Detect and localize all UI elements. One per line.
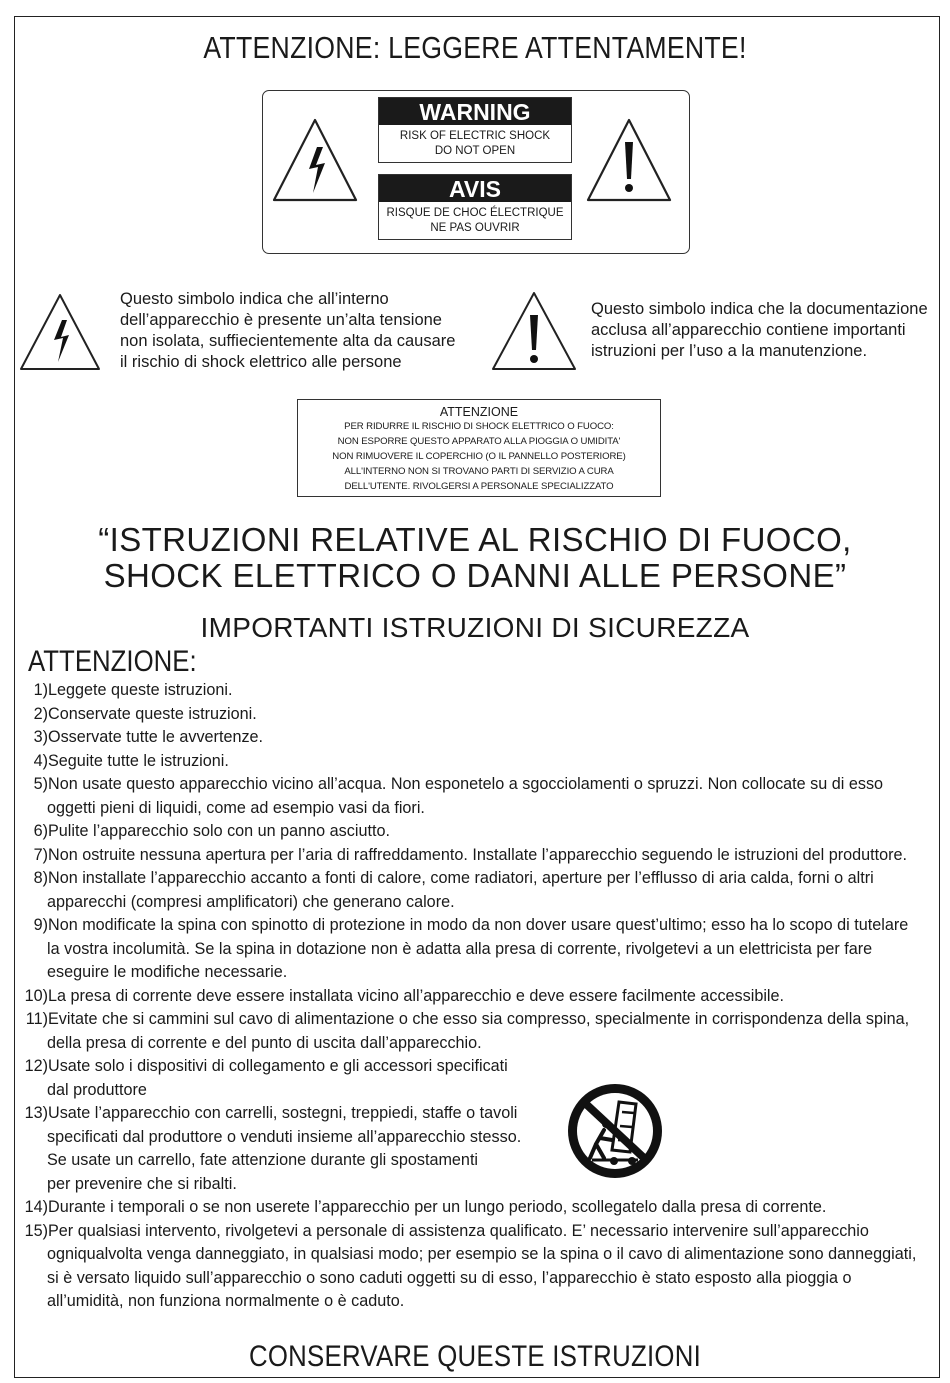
instruction-text-line: Durante i temporali o se non userete l’apparecchio per un lungo periodo, scollegatelo dalla presa di corrente. bbox=[48, 1198, 827, 1216]
fire-risk-heading-line-1: “ISTRUZIONI RELATIVE AL RISCHIO DI FUOCO, bbox=[98, 521, 852, 558]
instruction-number: 5) bbox=[33, 775, 48, 793]
instruction-text-line: Seguite tutte le istruzioni. bbox=[48, 751, 229, 770]
warning-label bbox=[378, 97, 572, 163]
warning-line-2: DO NOT OPEN bbox=[434, 145, 516, 157]
lightning-symbol-description bbox=[120, 289, 455, 373]
exclamation-symbol-description bbox=[591, 299, 928, 362]
instruction-text-line: Se usate un carrello, fate attenzione durante gli spostamenti bbox=[47, 1151, 479, 1169]
instruction-text-line: Usate solo i dispositivi di collegamento e gli accessori specificati bbox=[48, 1057, 508, 1075]
safety-instructions-heading: IMPORTANTI ISTRUZIONI DI SICUREZZA bbox=[200, 612, 750, 643]
instruction-text-line: per prevenire che si ribalti. bbox=[47, 1174, 237, 1193]
instruction-item bbox=[18, 1010, 938, 1052]
instruction-text-line: della presa di corrente e del punto di uscita dall’apparecchio. bbox=[47, 1033, 482, 1052]
attention-heading: ATTENZIONE: bbox=[28, 645, 197, 678]
lightning-desc-line: il rischio di shock elettrico alle persone bbox=[120, 353, 402, 371]
instruction-item bbox=[18, 775, 938, 817]
cart-tip-over-icon bbox=[566, 1082, 664, 1180]
instruction-number: 9) bbox=[33, 916, 48, 934]
attention-notice-line: PER RIDURRE IL RISCHIO DI SHOCK ELETTRICO O FUOCO: bbox=[344, 421, 614, 432]
exclamation-desc-line: acclusa all’apparecchio contiene importanti bbox=[591, 321, 906, 339]
lightning-desc-line: Questo simbolo indica che all’interno bbox=[120, 290, 389, 308]
instruction-item bbox=[18, 681, 938, 700]
instruction-text-line: Per qualsiasi intervento, rivolgetevi a personale di assistenza qualificato. E’ necessario intervenire sull’apparecchio bbox=[48, 1221, 869, 1240]
instruction-item bbox=[18, 916, 938, 981]
keep-instructions-footer: CONSERVARE QUESTE ISTRUZIONI bbox=[248, 1340, 702, 1373]
warning-heading: WARNING bbox=[379, 98, 571, 125]
instruction-text-line: Usate l’apparecchio con carrelli, sostegni, treppiedi, staffe o tavoli bbox=[48, 1104, 518, 1122]
instruction-number: 13) bbox=[24, 1104, 48, 1122]
attention-notice-box bbox=[297, 399, 661, 497]
page-title: ATTENZIONE: LEGGERE ATTENTAMENTE! bbox=[203, 30, 747, 65]
instruction-item bbox=[18, 987, 938, 1006]
avis-line-2: NE PAS OUVRIR bbox=[430, 222, 520, 234]
instruction-text-line: eseguire le modifiche necessarie. bbox=[47, 963, 288, 981]
warning-line-1: RISK OF ELECTRIC SHOCK bbox=[399, 130, 551, 142]
attention-notice-line: ALL'INTERNO NON SI TROVANO PARTI DI SERVIZIO A CURA bbox=[344, 466, 614, 477]
instruction-number: 8) bbox=[33, 869, 48, 887]
instruction-text-line: la vostra incolumità. Se la spina in dotazione non è adatta alla presa di corrente, rivolgetevi a un elettricista per fare bbox=[47, 939, 873, 958]
instruction-text-line: La presa di corrente deve essere installata vicino all’apparecchio e deve essere facilmente accessibile. bbox=[48, 986, 785, 1005]
instruction-item bbox=[18, 1104, 938, 1193]
avis-line-1: RISQUE DE CHOC ÉLECTRIQUE bbox=[386, 207, 564, 219]
instruction-text-line: Evitate che si cammini sul cavo di alimentazione o che esso sia compresso, specialmente in corrispondenza della spina, bbox=[48, 1010, 910, 1028]
instruction-text-line: Non usate questo apparecchio vicino all’acqua. Non esponetelo a sgocciolamenti o spruzzi. Non collocate su di esso bbox=[48, 775, 884, 793]
instruction-item bbox=[18, 869, 938, 911]
instruction-text-line: apparecchi (compresi amplificatori) che generano calore. bbox=[47, 892, 455, 911]
instruction-text-line: Pulite l’apparecchio solo con un panno asciutto. bbox=[48, 822, 390, 840]
instruction-text-line: oggetti pieni di liquidi, come ad esempio vasi da fiori. bbox=[47, 798, 425, 817]
exclamation-desc-line: Questo simbolo indica che la documentazione bbox=[591, 300, 928, 318]
instruction-text-line: Leggete queste istruzioni. bbox=[48, 681, 233, 699]
attention-notice-title: ATTENZIONE bbox=[439, 405, 519, 419]
instruction-text-line: all’umidità, non funziona normalmente o è caduto. bbox=[47, 1292, 405, 1310]
attention-notice-line: DELL'UTENTE. RIVOLGERSI A PERSONALE SPECIALIZZATO bbox=[344, 481, 614, 492]
instruction-item bbox=[18, 752, 938, 771]
instruction-item bbox=[18, 846, 938, 865]
instruction-text-line: Non installate l’apparecchio accanto a fonti di calore, come radiatori, aperture per l’efflusso di aria calda, forni o altri bbox=[48, 869, 874, 887]
instruction-number: 14) bbox=[24, 1198, 48, 1216]
instruction-number: 15) bbox=[24, 1221, 48, 1240]
avis-heading: AVIS bbox=[379, 175, 571, 202]
instruction-number: 4) bbox=[33, 751, 48, 770]
instruction-text-line: si è versato liquido sull’apparecchio o sono caduti oggetti su di esso, l’apparecchio è stato esposto alla pioggia o bbox=[47, 1268, 852, 1287]
instruction-number: 10) bbox=[24, 986, 48, 1005]
lightning-warning-icon bbox=[271, 117, 359, 203]
instruction-number: 3) bbox=[33, 728, 48, 746]
instruction-text-line: ogniqualvolta venga danneggiato, in qualsiasi modo; per esempio se la spina o il cavo di alimentazione sono danneggiati, bbox=[47, 1245, 917, 1263]
instruction-item bbox=[18, 1198, 938, 1217]
instruction-item bbox=[18, 1221, 938, 1310]
instruction-text-line: Non ostruite nessuna apertura per l’aria di raffreddamento. Installate l’apparecchio seguendo le istruzioni del produttore. bbox=[48, 845, 908, 864]
instruction-number: 2) bbox=[33, 704, 48, 723]
attention-notice-line: NON ESPORRE QUESTO APPARATO ALLA PIOGGIA O UMIDITA' bbox=[337, 436, 621, 447]
instruction-text-line: dal produttore bbox=[47, 1080, 147, 1099]
instruction-text-line: specificati dal produttore o venduti insieme all’apparecchio stesso. bbox=[47, 1127, 522, 1146]
instruction-number: 1) bbox=[33, 681, 48, 699]
instruction-number: 6) bbox=[33, 822, 48, 840]
instruction-text-line: Non modificate la spina con spinotto di protezione in modo da non dover usare quest’ultimo; esso ha lo scopo di tutelare bbox=[48, 916, 909, 934]
instruction-item bbox=[18, 822, 938, 841]
attention-notice-line: NON RIMUOVERE IL COPERCHIO (O IL PANNELLO POSTERIORE) bbox=[332, 451, 626, 462]
instruction-number: 7) bbox=[33, 845, 48, 864]
instruction-number: 12) bbox=[24, 1057, 48, 1075]
instruction-item bbox=[18, 1057, 938, 1099]
instruction-item bbox=[18, 728, 938, 747]
exclamation-warning-icon bbox=[585, 117, 673, 203]
lightning-desc-line: dell’apparecchio è presente un’alta tensione bbox=[120, 311, 442, 329]
instruction-number: 11) bbox=[25, 1010, 48, 1028]
fire-risk-heading-line-2: SHOCK ELETTRICO O DANNI ALLE PERSONE” bbox=[103, 557, 847, 594]
instruction-item bbox=[18, 705, 938, 724]
lightning-desc-line: non isolata, suffiecientemente alta da causare bbox=[120, 332, 456, 350]
instruction-text-line: Conservate queste istruzioni. bbox=[48, 704, 257, 723]
lightning-symbol-icon bbox=[18, 292, 102, 372]
exclamation-symbol-icon bbox=[490, 290, 578, 372]
avis-label bbox=[378, 174, 572, 240]
exclamation-desc-line: istruzioni per l’uso a la manutenzione. bbox=[591, 342, 868, 360]
instruction-text-line: Osservate tutte le avvertenze. bbox=[48, 728, 264, 746]
